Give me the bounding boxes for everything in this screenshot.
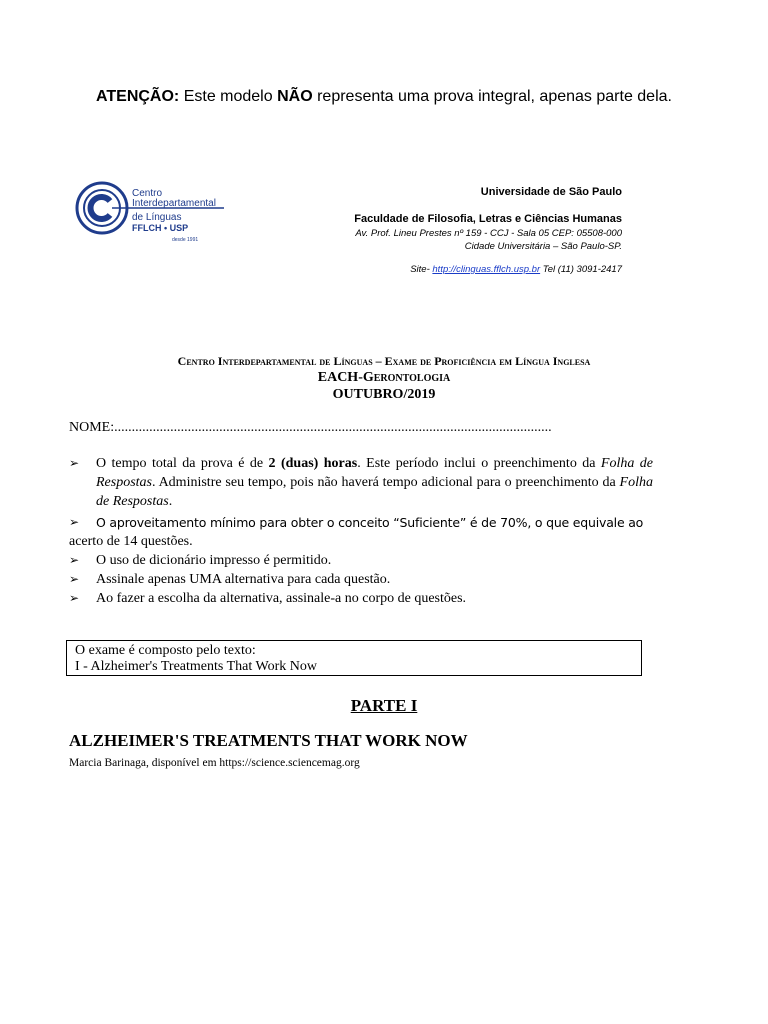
rule-item	[69, 570, 653, 589]
attention-nao: NÃO	[277, 88, 313, 105]
rule5-text: Ao fazer a escolha da alternativa, assinale-a no corpo de questões.	[96, 591, 467, 606]
rule-item	[69, 589, 653, 608]
rule4-text: Assinale apenas UMA alternativa para cada questão.	[96, 572, 391, 587]
rule-item	[69, 513, 653, 532]
university-name: Universidade de São Paulo	[480, 186, 622, 198]
rule-item	[69, 551, 653, 570]
exam-header	[0, 354, 768, 403]
site-link[interactable]: http://clinguas.fflch.usp.br	[432, 264, 541, 275]
logo-line2: Interdepartamental	[132, 198, 216, 209]
address-line1: Av. Prof. Lineu Prestes nº 159 - CCJ - Sala 05 CEP: 05508-000	[355, 228, 622, 239]
part-heading: PARTE I	[350, 696, 418, 715]
logo-line1: Centro	[132, 188, 163, 199]
name-field[interactable]: NOME:.............................................................................................................................	[69, 420, 552, 435]
rule1-text-c: . Este período inclui o preenchimento da	[357, 456, 601, 471]
arrow-bullet-icon: ➢	[69, 515, 80, 529]
site-line	[354, 263, 622, 276]
box-line2: I - Alzheimer's Treatments That Work Now	[75, 659, 317, 674]
arrow-bullet-icon: ➢	[69, 456, 80, 470]
exam-composition-box	[66, 640, 642, 676]
rule2-continuation: acerto de 14 questões.	[69, 534, 193, 549]
rule1-text-a: O tempo total da prova é de	[96, 456, 269, 471]
arrow-bullet-icon: ➢	[69, 553, 80, 567]
article-credit: Marcia Barinaga, disponível em https://science.sciencemag.org	[69, 757, 360, 769]
attention-text-before: Este modelo	[179, 88, 278, 105]
rule2-text: O aproveitamento mínimo para obter o conceito “Suficiente” é de 70%, o que equivale ao	[96, 515, 644, 530]
logo-line3: de Línguas	[132, 212, 182, 223]
university-info	[354, 184, 622, 276]
exam-header-line2: EACH-Gerontologia	[317, 370, 451, 385]
rule1-text-e: . Administre seu tempo, pois não haverá tempo adicional para o preenchimento da	[152, 475, 620, 490]
address-line2: Cidade Universitária – São Paulo-SP.	[464, 241, 622, 252]
rule1-answer-sheet-2: Folha de Respostas	[96, 475, 653, 509]
article-title: ALZHEIMER'S TREATMENTS THAT WORK NOW	[69, 731, 468, 750]
exam-header-line3: OUTUBRO/2019	[332, 387, 436, 402]
cl-logo	[72, 181, 232, 261]
rule1-duration: 2 (duas) horas	[268, 456, 358, 471]
logo-line5: desde 1991	[172, 237, 199, 243]
arrow-bullet-icon: ➢	[69, 572, 80, 586]
attention-label: ATENÇÃO:	[96, 88, 180, 105]
exam-header-line1: Centro Interdepartamental de Línguas – Exame de Proficiência em Língua Inglesa	[177, 354, 591, 368]
rules-list	[69, 454, 653, 608]
rule1-period: .	[168, 494, 173, 509]
logo-line4: FFLCH • USP	[132, 223, 189, 233]
rule-item-continuation	[69, 532, 653, 551]
site-label: Site-	[410, 264, 433, 275]
rule3-text: O uso de dicionário impresso é permitido.	[96, 553, 332, 568]
phone: Tel (11) 3091-2417	[540, 264, 622, 275]
arrow-bullet-icon: ➢	[69, 591, 80, 605]
rule1-answer-sheet: Folha de Respostas	[96, 456, 654, 490]
box-line1: O exame é composto pelo texto:	[75, 643, 256, 658]
attention-notice	[0, 88, 768, 106]
rule-item	[69, 454, 653, 511]
attention-text-after: representa uma prova integral, apenas parte dela.	[312, 88, 672, 105]
faculty-name: Faculdade de Filosofia, Letras e Ciências Humanas	[354, 213, 622, 225]
